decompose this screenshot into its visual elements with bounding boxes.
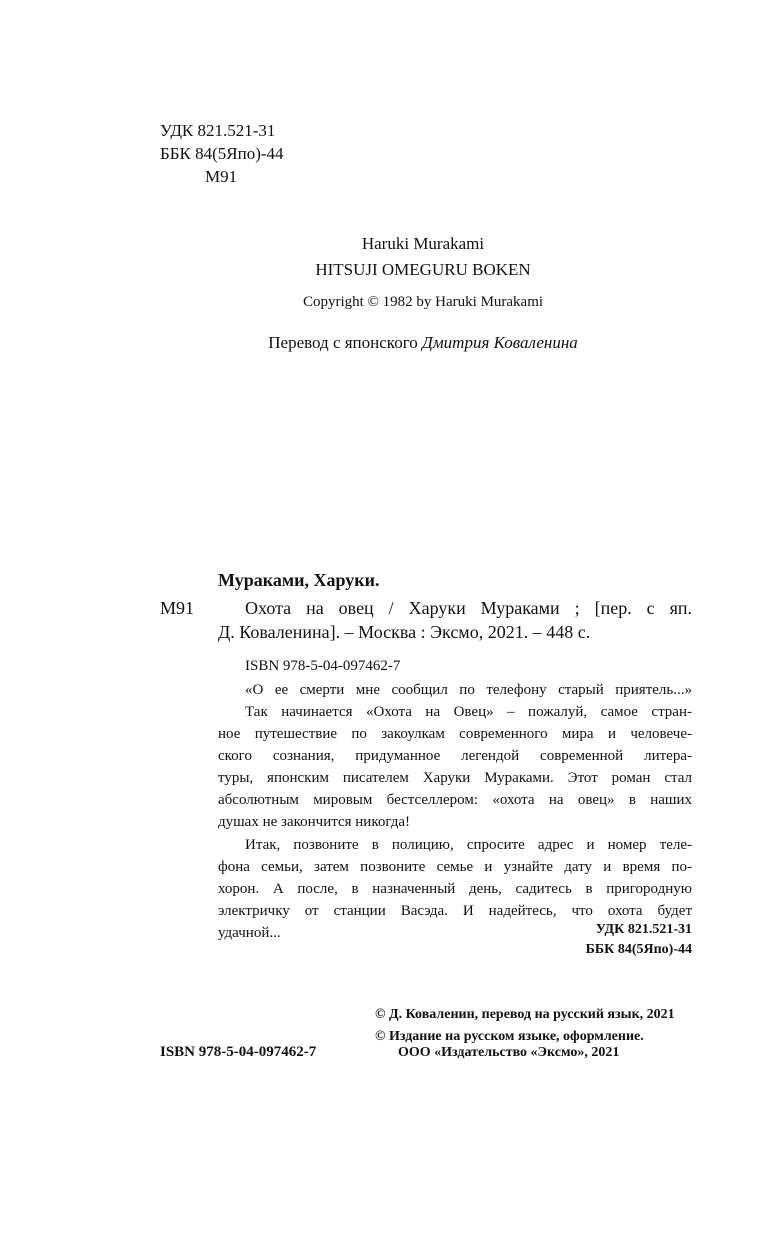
- annotation-line: туры, японским писателем Харуки Мураками. Этот роман стал: [218, 770, 692, 786]
- annotation-line: хорон. А после, в назначенный день, садитесь в пригородную: [218, 881, 692, 897]
- translation-prefix: Перевод с японского: [268, 333, 418, 352]
- udk-code: УДК 821.521-31: [160, 121, 276, 140]
- original-title: HITSUJI OMEGURU BOKEN: [315, 260, 531, 279]
- catalog-isbn: ISBN 978-5-04-097462-7: [245, 658, 401, 674]
- imprint-isbn: ISBN 978-5-04-097462-7: [160, 1044, 317, 1060]
- copyright-translation: © Д. Коваленин, перевод на русский язык, 2021: [375, 1007, 675, 1022]
- annotation-line: «О ее смерти мне сообщил по телефону старый приятель...»: [245, 682, 692, 698]
- catalog-heading: Мураками, Харуки.: [218, 570, 380, 590]
- annotation-line: ского сознания, придуманное легендой современной литера-: [218, 748, 692, 764]
- catalog-line-2: Д. Коваленина]. – Москва : Эксмо, 2021. – 448 с.: [218, 622, 591, 642]
- translation-credit: [123, 333, 723, 353]
- original-author: Haruki Murakami: [361, 234, 485, 253]
- annotation-line: удачной...: [218, 925, 281, 941]
- annotation-line: душах не закончится никогда!: [218, 814, 411, 830]
- copyright-edition: © Издание на русском языке, оформление.: [375, 1029, 644, 1044]
- catalog-mark: М91: [160, 598, 195, 618]
- annotation-bbk: ББК 84(5Япо)-44: [585, 942, 692, 957]
- translator-name: Дмитрия Коваленина: [422, 333, 578, 352]
- annotation-line: ное путешествие по закоулкам современного мира и человече-: [218, 726, 692, 742]
- original-copyright: Copyright © 1982 by Haruki Murakami: [302, 294, 544, 310]
- annotation-line: абсолютным мировым бестселлером: «охота на овец» в наших: [218, 792, 692, 808]
- publisher: ООО «Издательство «Эксмо», 2021: [398, 1045, 620, 1060]
- catalog-line-1: Охота на овец / Харуки Мураками ; [пер. с яп.: [245, 598, 692, 618]
- bbk-code: ББК 84(5Япо)-44: [160, 144, 284, 163]
- annotation-line: фона семьи, затем позвоните семье и узнайте дату и время по-: [218, 859, 692, 875]
- annotation-line: Итак, позвоните в полицию, спросите адрес и номер теле-: [245, 837, 692, 853]
- annotation-line: Так начинается «Охота на Овец» – пожалуй, самое стран-: [245, 704, 692, 720]
- author-mark: М91: [205, 167, 238, 186]
- annotation-udk: УДК 821.521-31: [595, 922, 692, 937]
- annotation-line: электричку от станции Васэда. И надейтесь, что охота будет: [218, 903, 692, 919]
